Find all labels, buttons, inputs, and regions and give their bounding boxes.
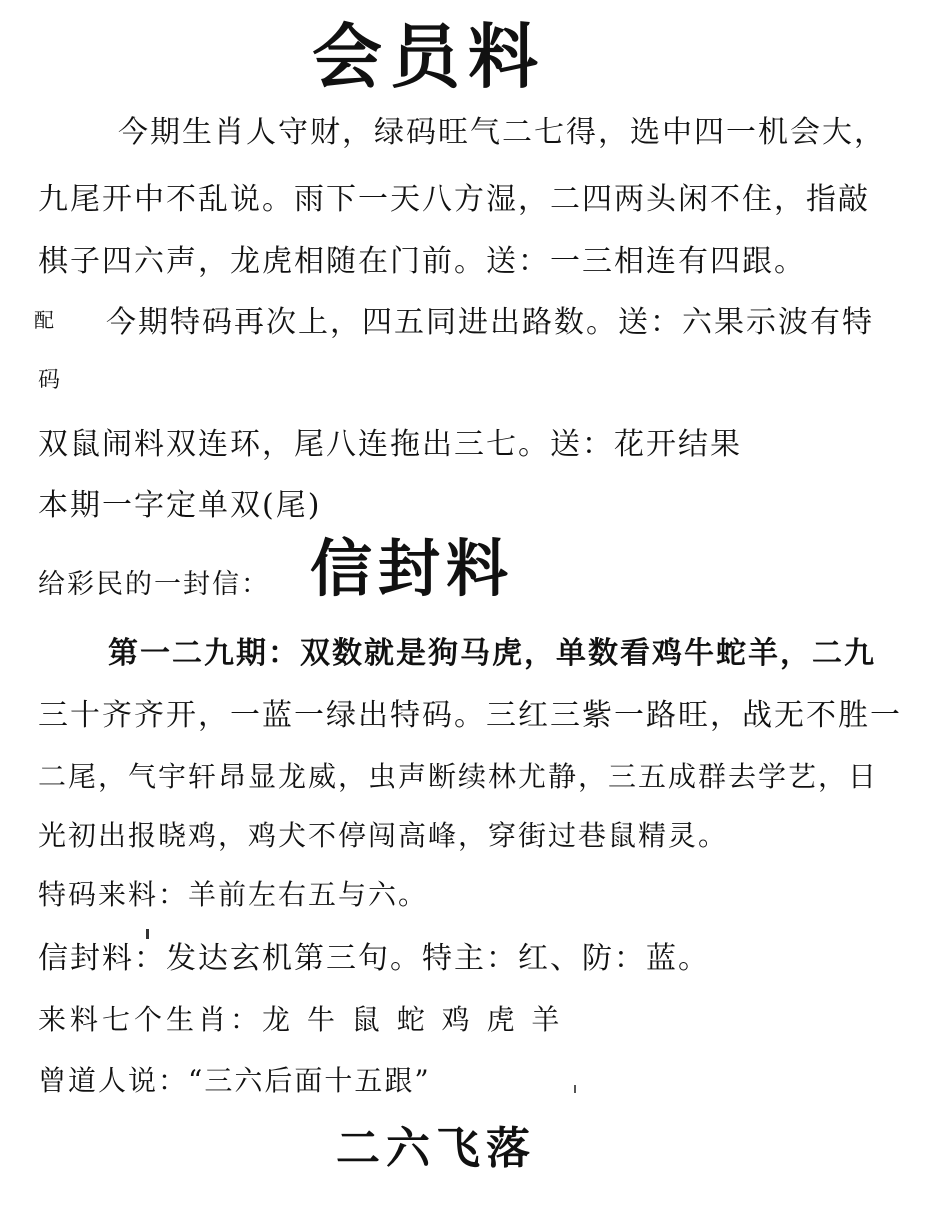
closing-line: 二六飞落 [336, 1123, 536, 1174]
section-title-member: 会员料 [312, 15, 546, 98]
text-line: 九尾开中不乱说。雨下一天八方湿，二四两头闲不住，指敲 [38, 182, 870, 217]
text-line: 来料七个生肖：龙 牛 鼠 蛇 鸡 虎 羊 [38, 1003, 564, 1036]
scan-mark [146, 929, 149, 939]
text-line: 本期一字定单双(尾) [38, 488, 322, 523]
text-line: 曾道人说：“三六后面十五跟” [38, 1064, 431, 1097]
text-line: 第一二九期：双数就是狗马虎，单数看鸡牛蛇羊，二九 [108, 636, 876, 671]
letter-lead: 给彩民的一封信： [38, 569, 270, 600]
scan-mark [574, 1085, 576, 1093]
text-line: 信封料：发达玄机第三句。特主：红、防：蓝。 [38, 941, 710, 976]
text-line: 今期生肖人守财，绿码旺气二七得，选中四一机会大， [118, 115, 886, 150]
text-line: 棋子四六声，龙虎相随在门前。送：一三相连有四跟。 [38, 244, 806, 279]
text-line: 特码来料：羊前左右五与六。 [38, 878, 429, 911]
text-line: 今期特码再次上，四五同进出路数。送：六果示波有特 [106, 305, 874, 340]
text-line: 光初出报晓鸡，鸡犬不停闯高峰，穿街过巷鼠精灵。 [38, 819, 729, 852]
text-line: 二尾，气宇轩昂显龙威，虫声断续林尤静，三五成群去学艺，日 [38, 760, 879, 793]
text-line: 双鼠闹料双连环，尾八连拖出三七。送：花开结果 [38, 427, 742, 462]
section-title-envelope: 信封料 [310, 532, 515, 605]
text-line: 三十齐齐开，一蓝一绿出特码。三红三紫一路旺，战无不胜一 [38, 698, 902, 733]
text-fragment: 码 [38, 368, 63, 393]
text-fragment: 配 [34, 308, 56, 332]
